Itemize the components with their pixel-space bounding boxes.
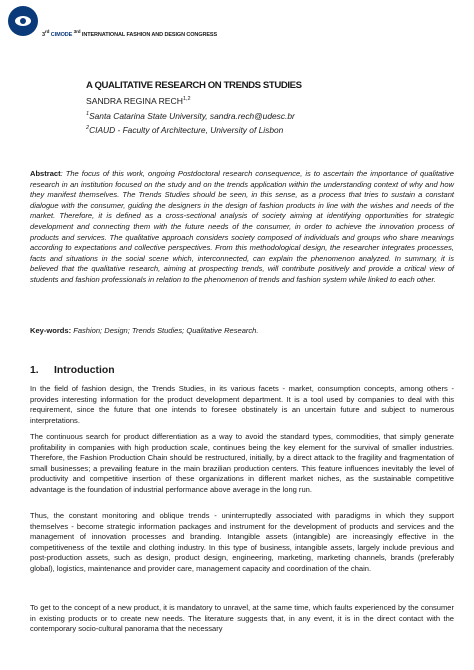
keywords (30, 326, 454, 335)
eye-pupil (20, 18, 26, 24)
affiliation-1 (86, 111, 295, 121)
author-line (86, 96, 191, 106)
keywords-label: Key-words: (30, 326, 72, 335)
paragraph-3: Thus, the constant monitoring and oblique trends - uninterruptedly associated with paradigms in which they support themselves - become strategic information packages and instrument for the development of products and services and the management of innovation processes and branding. Intangible assets (intangible) are increasingly effective in the competitiveness of the textile and clothing industry. In this type of business, intangible assets, largely include previous and post-production assets, such as design, product design, engineering, marketing, marketing channels, brands (preferably global), logistics, maintenance and provider care, management capacity and coordination of the chain. (30, 511, 454, 573)
congress-ordinal: 3rd (73, 29, 81, 34)
paragraph-2: The continuous search for product differentiation as a way to avoid the standard types, commodities, that simply generate profitability in companies with high production scale, continues being the key element for the survival of smaller industries. Therefore, the Fashion Production Chain should be restructured, initially, by a direct attack to the fragility and fragmentation of small businesses; a prevailing feature in the main brazilian production centers. This feature influences inevitably the level of productivity and competitive insertion of these organizations in different market niches, as the sustainable competitive advantage is the foundation of industrial performance above average in the long run. (30, 432, 454, 494)
keywords-text: Fashion; Design; Trends Studies; Qualitative Research. (71, 326, 259, 335)
section-number: 1. (30, 365, 39, 376)
logo-number-sup: rd (44, 29, 50, 34)
author-name: SANDRA REGINA RECH (86, 96, 183, 106)
affiliation-1-mark: 1 (86, 111, 90, 117)
paragraph-4: To get to the concept of a new product, it is mandatory to unravel, at the same time, which faults experienced by the consumer in existing products or to create new needs. The literature suggests that, in any event, it is in the direct contact with the contemporary socio-cultural panorama that the necessary (30, 603, 454, 634)
section-heading (30, 365, 115, 376)
section-title: Introduction (54, 365, 115, 376)
affiliation-2 (86, 125, 283, 135)
paragraph-1: In the field of fashion design, the Trends Studies, in its various facets - market, consumption concepts, among others - provides interesting information for the product development department. It is a tool used by companies to deal with this requirement, since the future that one intends to foresee obstinately is an uncertain future and subject to numerous interpretations. (30, 384, 454, 425)
affiliation-2-mark: 2 (86, 125, 90, 131)
eye-logo-icon (8, 6, 38, 36)
abstract-label: Abstract (30, 169, 61, 178)
congress-name: INTERNATIONAL FASHION AND DESIGN CONGRESS (81, 31, 218, 38)
abstract (30, 169, 454, 286)
conference-header (0, 0, 474, 46)
conference-name (42, 29, 217, 38)
logo-number: 3 (42, 31, 45, 38)
paper-title: A QUALITATIVE RESEARCH ON TRENDS STUDIES (86, 80, 302, 91)
author-affiliation-marks: 1,2 (182, 96, 191, 102)
affiliation-2-text: CIAUD - Faculty of Architecture, University of Lisbon (89, 125, 284, 135)
abstract-text: : The focus of this work, ongoing Postdoctoral research consequence, is to ascertain the importance of qualitative research in an institution focused on the study and on the trends application within the understanding context of why and how they manifest themselves. The Trends Studies should be seen, in this sense, as a process that tries to sustain a constant dialogue with the consumer, guiding the designers in the design of fashion products in line with the wishes and needs of the market. Therefore, it is defined as a cross-sectional analysis of society aiming at identifying opportunities for strategic development and connecting them with the future needs of the consumer, in order to achieve the innovation process of products and services. The qualitative approach considers society composed of individuals and groups who share meanings according to expectations and collective perspectives. From this methodological design, the researcher integrates processes, facts and situations in the social scene which, interconnected, can explain the phenomenon analyzed. In summary, it is believed that the qualitative research, aiming at prospecting trends, will contribute positively and provide a critical view of students and fashion professionals in relation to the phenomenon of trends and fashion system while linked to each other. (30, 169, 454, 284)
affiliation-1-text: Santa Catarina State University, sandra.rech@udesc.br (89, 111, 295, 121)
logo-brand: CIMODE (50, 31, 73, 38)
